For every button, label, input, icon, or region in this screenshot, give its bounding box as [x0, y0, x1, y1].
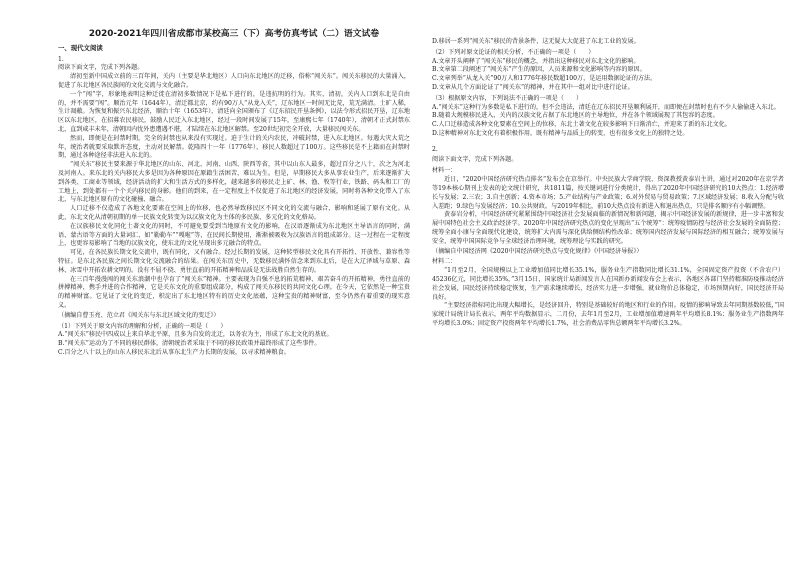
- material1-paragraph: 黄泰岩分析，中国经济研究紧紧围绕中国经济社会发展面临的新情况和新问题，揭示中国经济发展的新规律，进一步丰富和发展中国特色社会主义政治经济学。2020年中国经济研究热点的变化呈现出“五个统筹”：统筹疫情防控与经济社会发展的全面防控；统筹全面小康与全面现代化建设，统筹扩大内需与深化供给侧结构性改革；统筹国内经济发展与国际经济的相互融合；统筹发展与安全，统筹中国国际竞争与全球经济治理环境，统筹理论与实践的研究。: [432, 211, 784, 245]
- material2-label: 材料二：: [432, 258, 457, 266]
- question1-option-b: B.“闯关东”运动为了不同的移民群体，清朝统治者采取于不同的移民政策并最终形成了这些事件。: [58, 340, 321, 348]
- question1-option-d: D.移居一系列“闯关东”移民的背景条件，这无疑大大促进了东北工业的发展。: [432, 38, 640, 45]
- question3-stem: （3）根据原文内容，下列说法不正确的一项是（ ）: [432, 94, 583, 102]
- passage1-paragraph: 在汉族移民文化同化土著文化的同时，不可避免要受到当地原有文化的影响，在汉语逐渐成为东北地区主导语言的同时，满语、蒙古语等方面的大量词汇，如“勒勒车”“嘎啦”等，在民间长期使用，渐渐被吸收为汉族语言的组成部分。这一过程在一定程度上，也更容易影响了当地的汉族文化，使东北的文化呈现出多元融合的特点。: [58, 222, 410, 248]
- passage1-paragraph: “闯关东”移民主要来源于华北地区的山东、河北、河南、山西、陕西等省，其中以山东人最多，超过百分之八十，次之为河北及河南人。来东北的关内移民大多是因为各种原因在原籍生活困苦，难以为生。但是，早期移民大多从事农业生产，后来逐渐扩大到各类、工商业等领域，经济活动的扩大和生活方式的多样化，越来越多的移民走上矿、林、渔、牧等行业，铁路、码头和工厂的工地上，到处都有一个个关内移民的身影。他们的到来，在一定程度上不仅促进了东北地区的经济发展，同时将各种文化带入了东北，与东北地区原有的文化碰撞、融合。: [58, 161, 410, 204]
- material2-paragraph: “主要经济指标同比出现大幅增长，是经济回升，特别是基础较好的地区和行业的作用。疫情的影响导致去年同期基数较低，”国家统计局统计局长表示，两年平均数据显示，二月份，去年1月至2月，工业增加值增速两年平均增长8.1%；服务业生产指数两年平均增长3.0%；固定资产投资两年平均增长1.7%，社会消费品零售总额两年平均增长3.2%。: [432, 302, 784, 327]
- question2-option-b: B.文章第二段阐述了“闯关东”产生的原因，人员来源和文化影响等内容的原因。: [432, 66, 646, 74]
- question1-option-a: A.“闯关东”移民中四成以上来自华北平原，且多为自发的北迁，以务农为主，形成了东北文化的基底。: [58, 331, 333, 339]
- page-title: 2020-2021年四川省成都市某校高三（下）高考仿真考试（二）语文试卷: [88, 29, 380, 39]
- passage1-paragraph: 然而，即便是在封禁时期，完全的封禁也从来没有实现过。迫于生计的关内农民，冲破封禁，进入东北地区。每遇大灾大荒之年，统治者就要采取默许态度，主动对民解禁。乾隆四十一年（1776年），移民人数超过了100万。这些移民是不上籍而在封禁时期，通过各种途径非法进入东北的。: [58, 134, 410, 160]
- passage1-paragraph: 可见，在各民族长期文化交流中，既有同化，又有融合。经过长期的发展，这种转型移民文化具有开拓性、开放性、兼容性等特征。是东北各民族之间长期文化交流融合的结果。在闯关东历史中，无数移民满怀信念来到东北后，是在大辽泽域与草原、森林、冰雪中开拓农耕文明的。没有不屈不挠、勇往直前的开拓精神和品质是无法战胜自然生存的。: [58, 249, 410, 274]
- passage1-instruction: 阅读下面文字，完成下列各题。: [58, 64, 144, 72]
- question1-option-c: C.百分之八十以上的山东人移民东北后从事东北生产力长期的发展，以寻求精神粮食。: [58, 348, 290, 356]
- passage1-paragraph: 人口迁移不仅造成了各地文化要素在空间上的位移，也必然导致移民区不同文化的交流与融合，影响和延展了原有文化。从此，东北文化从清朝初期的单一民族文化转变为以汉族文化为主体的多民族、多元化的文化格局。: [58, 205, 410, 221]
- passage1-citation: （摘编自曹玉亮、范立君《闯关东与东北区域文化的变迁》）: [58, 311, 220, 319]
- question2-option-c: C.文章列举“从龙入关”90万人和1776年移民数超100万，是运用数据论证的方法。: [432, 75, 657, 83]
- passage1-paragraph: 清初至新中国成立前的三百年间，关内（主要是华北地区）人口向东北地区的迁移，俗称“闯关东”。闯关东移民的大量涌入，促进了东北地区各民族间的文化交流与文化融合。: [58, 73, 410, 89]
- right-column: [432, 38, 784, 329]
- passage1-number: 1.: [58, 55, 64, 63]
- material1-paragraph: 近日，“2020中国经济研究热点排名”发布会在京举行。中央民族大学商学院、资深教授黄泰岩主讲，通过对2020年在京学者等19本核心期刊上发表的论文统计研究，共1811篇，按关键词进行分类统计，得出了2020年中国经济研究的10大热点：1.经济增长与发展；2.三农；3.自主创新；4.资本市场；5.产业结构与产业政策；6.对外贸易与贸易政策；7.区域经济发展；8.收入分配与收入差距；9.绿色与发展经济；10.公共财政。与2019年相比，前10大热点没有新进入和退出热点，只是排名顺序有小幅调整。: [432, 176, 784, 210]
- passage2-number: 2.: [432, 145, 438, 153]
- question3-option-b: B.随着大规模移民进入，关内的汉族文化占据了东北地区的主导地位，并在各个领域展现了其包容的态度。: [432, 112, 719, 120]
- material1-citation: （摘编自中国经济网《2020中国经济研究热点与变化规律》《中国经济导报》）: [432, 247, 643, 255]
- passage1-paragraph: 一个“闯”字，形象地表明这种迁徙在清初多数情况下是私下进行的，是违抗明的行为。其实，清初，关内人口到东北是自由的，并不需要“闯”。顺治元年（1644年），清迁都北京，约有90万人“从龙入关”，辽东地区一时间无比荒，荒无满清。土旷人稀，生计凋敝。为恢复和振兴东北经济，顺治十年（1653年），清廷向全国颁布了《辽东招民开垦条例》，以法令形式招民开垦，辽东地区以东北地区，在招募农民移民，鼓励人民迁入东北地区，经过一段时间发展了15年，至康熙七年（1740年），清朝才正式封禁东北，直到咸丰末年，清朝因内忧外患遭遇不堪，才陆续在东北地区解禁。至20世纪初完全开放，大量移民闯关东。: [58, 90, 410, 133]
- left-column: [58, 30, 410, 358]
- question2-option-a: A.文章开头阐释了“闯关东”移民的概念，并指出这种移民对东北文化的影响。: [432, 57, 640, 65]
- question1-stem: （1）下列关于原文内容的理解和分析，正确的一项是（ ）: [58, 322, 227, 330]
- question3-option-d: D.这种精神对东北文化有着积极作用，既有精神与品质上的转变，也有很多文化上的独特之处。: [432, 129, 689, 137]
- passage1-paragraph: 在三百年漫漫闯的闯关东浪潮中也孕育了“闯关东”精神。主要表现为自强不息的拓荒精神、艰苦奋斗的开拓精神，勇往直前的拼搏精神，携手并进的合作精神，它是关东文化的重要组成部分，构成了闯关东移民的共同文化心理。在今天，它依然是一种宝贵的精神财富。它见证了文化的变迁，积淀出了东北地区特有的历史文化底蕴，这种宝贵的精神财富，至今仍然有着重要的现实意义。: [58, 275, 410, 309]
- question2-option-d: D.文章从几个方面论证了“闯关东”的精神，并在其中一组对比中进行论证。: [432, 83, 634, 91]
- material1-label: 材料一：: [432, 167, 457, 175]
- question3-option-a: A.“闯关东”这种行为多数是私下进行的，但不会违法，清廷在辽东招民开垦顺利展开，而即便在封禁时也有不少人偷偷进入东北。: [432, 103, 780, 111]
- material2-paragraph: “1月至2月，全国规模以上工业增加值同比增长35.1%，服务业生产指数同比增长31.1%，全国固定资产投资（不含农户）45236亿元，同比增长35%，”3月15日，国家统计局新闻发言人在国新办新闻发布会上表示，各地区各部门坚持精准防疫推动经济社会发展，国民经济持续稳定恢复，生产需求继续增长，经济实力进一步增强，就业物价总体稳定，市场预期向好，国民经济开局良好。: [432, 267, 784, 301]
- section-heading: 一、现代文阅读: [58, 43, 103, 52]
- question2-stem: （2）下列对原文论证的相关分析，不正确的一项是（ ）: [432, 48, 595, 56]
- question3-option-c: C.人口迁移造成各种文化要素在空间上的位移，东北土著文化在较多影响下日渐消亡，并迎来了新的东北文化。: [432, 121, 731, 129]
- passage2-instruction: 阅读下面文字，完成下列各题。: [432, 155, 518, 163]
